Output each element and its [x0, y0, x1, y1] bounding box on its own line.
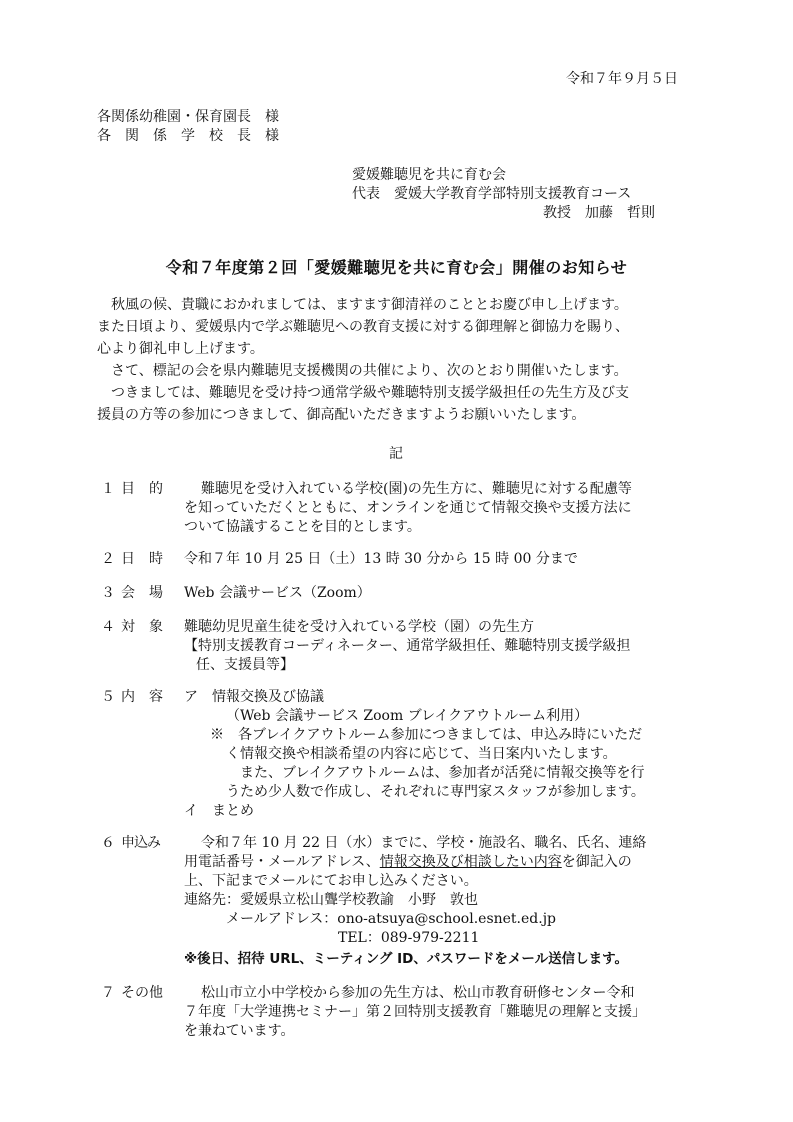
- sender-org: 愛媛難聴児を共に育む会: [352, 167, 506, 183]
- target-line-2: 【特別支援教育コーディネーター、通常学級担任、難聴特別支援学級担: [184, 638, 631, 654]
- item-2-label: 日 時: [121, 551, 163, 567]
- ki-heading: 記: [389, 446, 403, 462]
- item-5-label: 内 容: [121, 689, 163, 705]
- purpose-line-2: を知っていただくとともに、オンラインを通じて情報交換や支援方法に: [184, 500, 632, 516]
- other-line-2: ７年度「大学連携セミナー」第２回特別支援教育「難聴児の理解と支援」: [184, 1004, 646, 1020]
- sender-rep: 代表 愛媛大学教育学部特別支援教育コース: [352, 186, 632, 202]
- content-a-sub: （Web 会議サービス Zoom ブレイクアウトルーム利用）: [226, 708, 589, 724]
- page-title: 令和７年度第２回「愛媛難聴児を共に育む会」開催のお知らせ: [165, 258, 628, 277]
- application-contact: 連絡先：愛媛県立松山聾学校教諭 小野 敦也: [184, 892, 478, 908]
- document-date: 令和７年９月５日: [566, 71, 678, 87]
- other-line-1: 松山市立小中学校から参加の先生方は、松山市教育研修センター令和: [201, 985, 635, 1001]
- content-note-1: ※ 各ブレイクアウトルーム参加につきましては、申込み時にいただ: [210, 727, 643, 743]
- content-b: イ まとめ: [184, 803, 254, 819]
- item-6-number: ６: [101, 835, 115, 851]
- item-1-label: 目 的: [121, 481, 163, 497]
- application-line-1: 令和７年 10 月 22 日（水）までに、学校・施設名、職名、氏名、連絡: [201, 835, 647, 851]
- item-1-number: １: [101, 481, 115, 497]
- content-a: ア 情報交換及び協議: [184, 689, 324, 705]
- item-5-number: ５: [101, 689, 115, 705]
- other-line-3: を兼ねています。: [184, 1023, 295, 1039]
- sender-name: 教授 加藤 哲則: [543, 205, 655, 221]
- recipient-school: 各 関 係 学 校 長 様: [97, 128, 279, 144]
- intro-line-1: 秋風の候、貴職におかれましては、ますます御清祥のこととお慶び申し上げます。: [111, 297, 628, 313]
- application-mail: メールアドレス：ono-atsuya@school.esnet.ed.jp: [226, 911, 557, 927]
- purpose-line-1: 難聴児を受け入れている学校(園)の先生方に、難聴児に対する配慮等: [201, 481, 632, 497]
- intro-line-3: 心より御礼申し上げます。: [97, 341, 264, 357]
- content-note-3: また、ブレイクアウトルームは、参加者が活発に情報交換等を行: [240, 765, 645, 781]
- recipient-kindergarten: 各関係幼稚園・保育園長 様: [97, 109, 279, 125]
- item-4-number: ４: [101, 619, 115, 635]
- target-line-1: 難聴幼児児童生徒を受け入れている学校（園）の先生方: [184, 619, 534, 635]
- application-notice: ※後日、招待 URL、ミーティング ID、パスワードをメール送信します。: [184, 951, 629, 967]
- application-line-2-pre: 用電話番号・メールアドレス、: [184, 854, 380, 870]
- intro-line-2: また日頃より、愛媛県内で学ぶ難聴児への教育支援に対する御理解と御協力を賜り、: [97, 319, 629, 335]
- item-6-label: 申込み: [121, 835, 160, 851]
- content-note-4: うため少人数で作成し、それぞれに専門家スタッフが参加します。: [226, 784, 645, 800]
- application-line-2: [184, 853, 632, 872]
- intro-line-4: さて、標記の会を県内難聴児支援機関の共催により、次のとおり開催いたします。: [111, 363, 628, 379]
- intro-line-6: 援員の方等の参加につきまして、御高配いただきますようお願いいたします。: [97, 407, 586, 423]
- application-tel: TEL：089-979-2211: [338, 930, 480, 946]
- purpose-line-3: ついて協議することを目的とします。: [184, 519, 421, 535]
- item-7-number: ７: [101, 985, 115, 1001]
- content-note-2: く情報交換や相談希望の内容に応じて、当日案内いたします。: [226, 746, 617, 762]
- application-underlined-content: 情報交換及び相談したい内容: [379, 854, 562, 870]
- application-line-3: 上、下記までメールにてお申し込みください。: [184, 873, 478, 889]
- item-3-number: ３: [101, 585, 115, 601]
- application-line-2-post: を御記入の: [561, 854, 632, 870]
- item-3-label: 会 場: [121, 585, 163, 601]
- datetime-text: 令和７年 10 月 25 日（土）13 時 30 分から 15 時 00 分まで: [184, 551, 578, 567]
- venue-text: Web 会議サービス（Zoom）: [184, 585, 371, 601]
- item-4-label: 対 象: [121, 619, 163, 635]
- intro-line-5: つきましては、難聴児を受け持つ通常学級や難聴特別支援学級担任の先生方及び支: [111, 385, 629, 401]
- target-line-3: 任、支援員等】: [196, 657, 294, 673]
- item-2-number: ２: [101, 551, 115, 567]
- item-7-label: その他: [121, 985, 163, 1001]
